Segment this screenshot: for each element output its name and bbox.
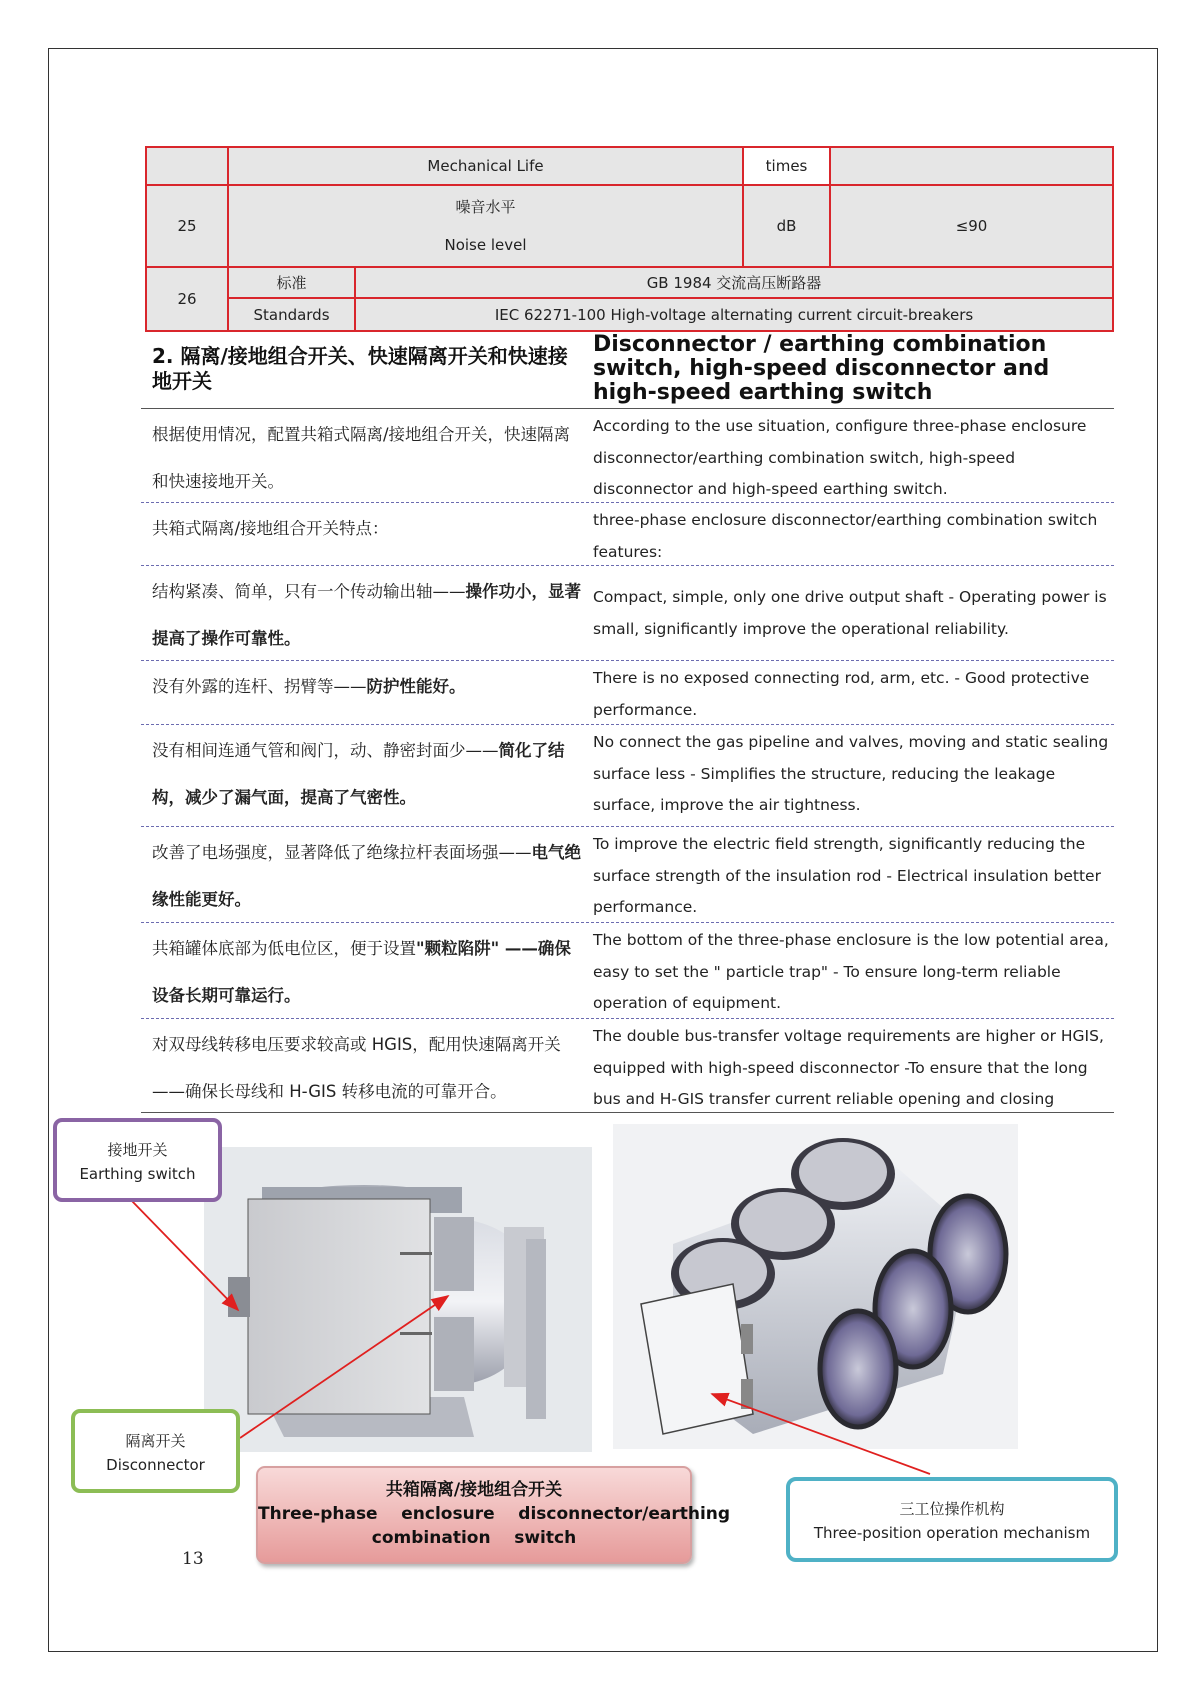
feature-en: No connect the gas pipeline and valves, moving and static sealing surface less - Simplifies the structure, reducing the leakage surface, improve the air tightness. bbox=[593, 733, 1109, 814]
feature-en: There is no exposed connecting rod, arm, etc. - Good protective performance. bbox=[593, 669, 1090, 719]
mechanism-label-en: Three-position operation mechanism bbox=[813, 1524, 1091, 1542]
caption-en-line1: Three-phase enclosure disconnector/earthing bbox=[258, 1504, 731, 1524]
feature-en: Compact, simple, only one drive output shaft - Operating power is small, significantly improve the operational reliability. bbox=[593, 588, 1107, 638]
figure-caption bbox=[256, 1466, 731, 1564]
earthing-arrow bbox=[131, 1200, 238, 1310]
standard-iec: IEC 62271-100 High-voltage alternating current circuit-breakers bbox=[355, 298, 1113, 331]
feature-en: three-phase enclosure disconnector/earthing combination switch features: bbox=[593, 511, 1098, 561]
standard-gb: GB 1984 交流高压断路器 bbox=[355, 267, 1113, 298]
earthing-switch-label-cn: 接地开关 bbox=[107, 1141, 168, 1159]
feature-cn: 没有外露的连杆、拐臂等——防护性能好。 bbox=[152, 677, 466, 696]
feature-cn: 共箱罐体底部为低电位区，便于设置"颗粒陷阱" ——确保设备长期可靠运行。 bbox=[152, 939, 571, 1005]
feature-cn: 结构紧凑、简单，只有一个传动输出轴——操作功小，显著提高了操作可靠性。 bbox=[152, 582, 581, 648]
disconnector-label-en: Disconnector bbox=[106, 1456, 205, 1474]
feature-en: To improve the electric field strength, significantly reducing the surface strength of the insulation rod - Electrical insulation better performance. bbox=[593, 835, 1101, 916]
unit-cell: dB bbox=[743, 185, 830, 267]
param-name: Mechanical Life bbox=[228, 147, 743, 185]
feature-cn: 对双母线转移电压要求较高或 HGIS，配用快速隔离开关——确保长母线和 H-GIS 转移电流的可靠开合。 bbox=[152, 1035, 561, 1101]
page-number: 13 bbox=[182, 1549, 204, 1569]
feature-cn: 没有相间连通气管和阀门，动、静密封面少——简化了结构，减少了漏气面，提高了气密性。 bbox=[152, 741, 565, 807]
feature-cn: 改善了电场强度，显著降低了绝缘拉杆表面场强——电气绝缘性能更好。 bbox=[152, 843, 581, 909]
earthing-switch-label-en: Earthing switch bbox=[79, 1165, 196, 1183]
feature-en: The bottom of the three-phase enclosure is the low potential area, easy to set the " particle trap" - To ensure long-term reliable operation of equipment. bbox=[593, 931, 1109, 1012]
disconnector-callout bbox=[71, 1409, 240, 1493]
section-title-en: Disconnector / earthing combination switch, high-speed disconnector and high-speed earthing switch bbox=[593, 332, 1050, 405]
feature-en: According to the use situation, configure three-phase enclosure disconnector/earthing combination switch, high-speed disconnector and high-speed earthing switch. bbox=[593, 417, 1087, 498]
row-number: 26 bbox=[146, 267, 228, 331]
mechanism-callout bbox=[786, 1477, 1118, 1562]
feature-en: The double bus-transfer voltage requirements are higher or HGIS, equipped with high-speed disconnector -To ensure that the long bus and H-GIS transfer current reliable opening and closing bbox=[593, 1027, 1104, 1108]
row-number: 25 bbox=[146, 185, 228, 267]
param-name-cn: 噪音水平 bbox=[455, 198, 516, 216]
value-cell: ≤90 bbox=[830, 185, 1113, 267]
feature-cn: 共箱式隔离/接地组合开关特点： bbox=[152, 519, 389, 538]
disconnector-arrow bbox=[240, 1296, 448, 1438]
caption-en-line2: combination switch bbox=[371, 1528, 577, 1548]
unit-cell: times bbox=[743, 147, 830, 185]
mechanism-label-cn: 三工位操作机构 bbox=[899, 1500, 1005, 1518]
feature-cn: 根据使用情况，配置共箱式隔离/接地组合开关，快速隔离和快速接地开关。 bbox=[152, 425, 571, 491]
disconnector-label-cn: 隔离开关 bbox=[125, 1432, 186, 1450]
earthing-switch-callout bbox=[53, 1118, 222, 1202]
caption-cn: 共箱隔离/接地组合开关 bbox=[385, 1480, 563, 1500]
section-title-cn: 2. 隔离/接地组合开关、快速隔离开关和快速接地开关 bbox=[152, 344, 568, 393]
standards-label-en: Standards bbox=[228, 298, 355, 331]
param-name-en: Noise level bbox=[444, 236, 527, 254]
standards-label-cn: 标准 bbox=[228, 267, 355, 298]
mechanism-arrow bbox=[712, 1394, 930, 1474]
